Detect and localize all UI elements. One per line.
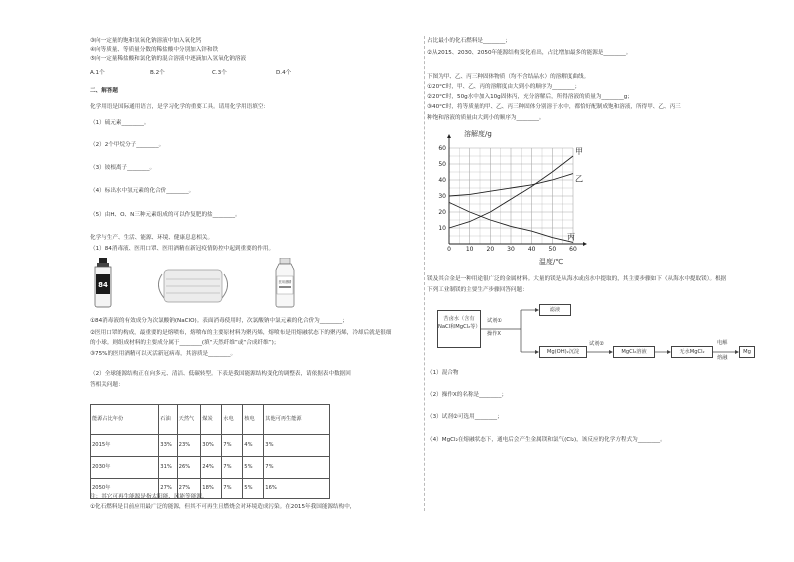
table-header-cell: 其他可再生能源	[264, 405, 330, 435]
x-tick-label: 50	[548, 246, 557, 253]
q5-item: （1）混合物	[427, 370, 459, 376]
y-tick-label: 60	[438, 145, 446, 152]
choice-a: A.1个	[90, 70, 105, 76]
table-header-cell: 煤炭	[201, 405, 222, 435]
table-header-cell: 核电	[243, 405, 264, 435]
q2-line: ①84消毒液的有效成分为次氯酸钠(NaClO)。表面消毒使用时，次氯酸钠中氯元素的化合价为________；	[90, 318, 348, 324]
option-line: ③向一定量的饱和氢氧化钠溶液中加入氧化钙	[90, 38, 202, 44]
magnesium-flow-diagram	[437, 300, 757, 362]
flow-precipitate-box: Mg(OH)₂沉淀	[539, 346, 587, 358]
y-axis-arrow	[447, 134, 451, 138]
table-cell: 16%	[264, 479, 330, 499]
q2-line: ②医用口罩的构成，最重要的是熔喷布，熔喷布的主要原材料为聚丙烯，熔喷布是用熔融状态下的聚丙烯，冷却后就是很细	[90, 330, 392, 336]
y-tick-label: 50	[438, 161, 446, 168]
choice-d: D.4个	[276, 70, 292, 76]
x-tick-label: 40	[527, 246, 536, 253]
x-tick-label: 20	[486, 246, 495, 253]
face-mask-image	[158, 266, 228, 309]
table-row	[91, 435, 330, 457]
table-cell: 27%	[159, 479, 177, 499]
chart-xlabel: 温度/℃	[539, 258, 564, 266]
y-tick-label: 10	[438, 225, 446, 232]
table-cell: 7%	[222, 479, 243, 499]
x-tick-label: 60	[569, 246, 577, 253]
table-cell: 2050年	[91, 479, 159, 499]
disinfectant-bottle-image	[92, 258, 114, 311]
solubility-chart	[427, 126, 597, 269]
y-tick-label: 30	[438, 193, 446, 200]
flow-electrolysis-label: 电解	[717, 340, 728, 346]
q5-item: （3）试剂②可选用________；	[427, 414, 503, 420]
table-cell: 31%	[159, 457, 177, 479]
table-cell: 5%	[243, 457, 264, 479]
q5-line: 下列工业制镁的主要生产步骤回答问题：	[427, 287, 528, 293]
right-top-line: ②从2015、2030、2050年能源结构变化看出，占比增加最多的能源是________。	[427, 50, 632, 56]
flow-operation-label: 操作X	[487, 331, 501, 337]
y-tick-label: 40	[438, 177, 446, 184]
chart-ylabel: 溶解度/g	[464, 130, 492, 138]
q2-sub1: （1）84消毒液、医用口罩、医用酒精在新冠疫情防控中起到重要的作用。	[90, 246, 275, 252]
q5-line: 镁及其合金是一种用途很广泛的金属材料。大量的镁是从海水或卤水中提取的，其主要步骤如下（从海水中提取镁）。根据	[427, 276, 727, 282]
table-header-cell: 能源占比年份	[91, 405, 159, 435]
table-cell: 27%	[177, 479, 201, 499]
flow-reagent2-label: 试剂②	[589, 341, 605, 347]
table-cell: 30%	[201, 435, 222, 457]
q2-line: 的小球。则组成材料的主要成分属于________(填“天然纤维”或“合成纤维”)；	[90, 340, 280, 346]
choice-b: B.2个	[150, 70, 165, 76]
q2-line: ③75%的医用酒精可以灭活新冠病毒，其溶质是________。	[90, 351, 237, 357]
q1-item: （1）硫元素________。	[90, 120, 150, 126]
table-cell: 4%	[243, 435, 264, 457]
q1-item: （2）2个甲烷分子________。	[90, 142, 165, 148]
table-cell: 3%	[264, 435, 330, 457]
right-top-line: 占比最小的化石燃料是________；	[427, 38, 511, 44]
q3-line: （2）全球能源结构正在向多元、清洁、低碳转型。下表是我国能源结构变化的调整表，请依据表中数据回	[90, 371, 351, 377]
y-tick-label: 20	[438, 209, 446, 216]
table-note: 注：其它可再生能源是指太阳能、风能等能源。	[90, 494, 208, 500]
table-cell: 33%	[159, 435, 177, 457]
table-header-cell: 天然气	[177, 405, 201, 435]
series-label: 乙	[575, 174, 583, 184]
q2-intro: 化学与生产、生活、能源、环境、健康息息相关。	[90, 235, 214, 241]
flow-start-box: 苦卤水（含有NaCl和MgCl₂等）	[437, 310, 481, 348]
q1-item: （3）铵根离子________。	[90, 165, 156, 171]
table-cell: 7%	[264, 457, 330, 479]
table-cell: 7%	[222, 435, 243, 457]
table-cell: 18%	[201, 479, 222, 499]
x-axis-arrow	[583, 242, 587, 246]
medical-alcohol-bottle-image	[273, 258, 297, 311]
column-divider	[424, 36, 425, 511]
choice-c: C.3个	[212, 70, 227, 76]
x-tick-label: 0	[447, 246, 451, 253]
q1-item: （4）标出水中氢元素的化合价________。	[90, 188, 195, 194]
q4-item: 种饱和溶液的质量由大到小的顺序为________。	[427, 115, 545, 121]
flow-product-box: Mg	[739, 346, 755, 358]
q5-item: （4）MgCl₂在熔融状态下，通电后会产生金属镁和氯气(Cl₂)，该反应的化学方程式为________。	[427, 437, 666, 443]
flow-anhydrous-box: 无水MgCl₂	[671, 346, 713, 358]
energy-structure-table	[90, 404, 330, 499]
q5-item: （2）操作X的名称是________；	[427, 392, 508, 398]
q4-item: ③40°C时，将等质量的甲、乙、丙三种固体分别溶于水中，都恰好配制成饱和溶液，所得甲、乙、丙三	[427, 104, 681, 110]
table-cell: 7%	[222, 457, 243, 479]
table-row	[91, 457, 330, 479]
table-header-cell: 石油	[159, 405, 177, 435]
table-cell: 2030年	[91, 457, 159, 479]
flow-solution-box: MgCl₂溶液	[613, 346, 655, 358]
q4-item: ②20°C时，50g水中加入10g固体丙，充分溶解后，所得溶液的质量为________g；	[427, 94, 633, 100]
q4-item: ①20°C时，甲、乙、丙的溶解度由大到小的顺序为________；	[427, 84, 581, 90]
series-label: 甲	[575, 147, 583, 156]
bottle-label-84: 84	[98, 281, 108, 289]
table-cell: 26%	[177, 457, 201, 479]
flow-molten-label: 熔融	[717, 355, 728, 361]
section-heading: 二、解答题	[90, 88, 118, 94]
option-line: ⑤向一定量稀盐酸和氯化钠的混合溶液中逐滴加入氢氧化钠溶液	[90, 56, 247, 62]
q3-line: 答相关问题：	[90, 382, 124, 388]
option-line: ④向等质量、等质量分数的稀盐酸中分别加入锌和铁	[90, 47, 219, 53]
table-cell: 2015年	[91, 435, 159, 457]
table-cell: 5%	[243, 479, 264, 499]
table-cell: 24%	[201, 457, 222, 479]
x-tick-label: 10	[465, 246, 474, 253]
q1-item: （5）由H、O、N三种元素组成的可以作复肥的盐________。	[90, 212, 241, 218]
bottle-label-alcohol: 医用酒精	[278, 280, 292, 284]
table-header-cell: 水电	[222, 405, 243, 435]
q1-intro: 化学用语是国际通用语言，是学习化学的重要工具。请用化学用语填空：	[90, 104, 270, 110]
series-label: 丙	[567, 232, 575, 242]
table-header-row	[91, 405, 330, 435]
x-tick-label: 30	[507, 246, 515, 253]
flow-filtrate-box: 滤液	[539, 304, 571, 316]
q3-last-line: ①化石燃料是目前应用最广泛的能源，但其不可再生且燃烧会对环境造成污染。在2015年我国能源结构中，	[90, 504, 356, 510]
q4-intro: 下图为甲、乙、丙三种固体物质（均不含结晶水）的溶解度曲线。	[427, 74, 590, 80]
flow-reagent1-label: 试剂①	[487, 318, 503, 324]
table-cell: 23%	[177, 435, 201, 457]
